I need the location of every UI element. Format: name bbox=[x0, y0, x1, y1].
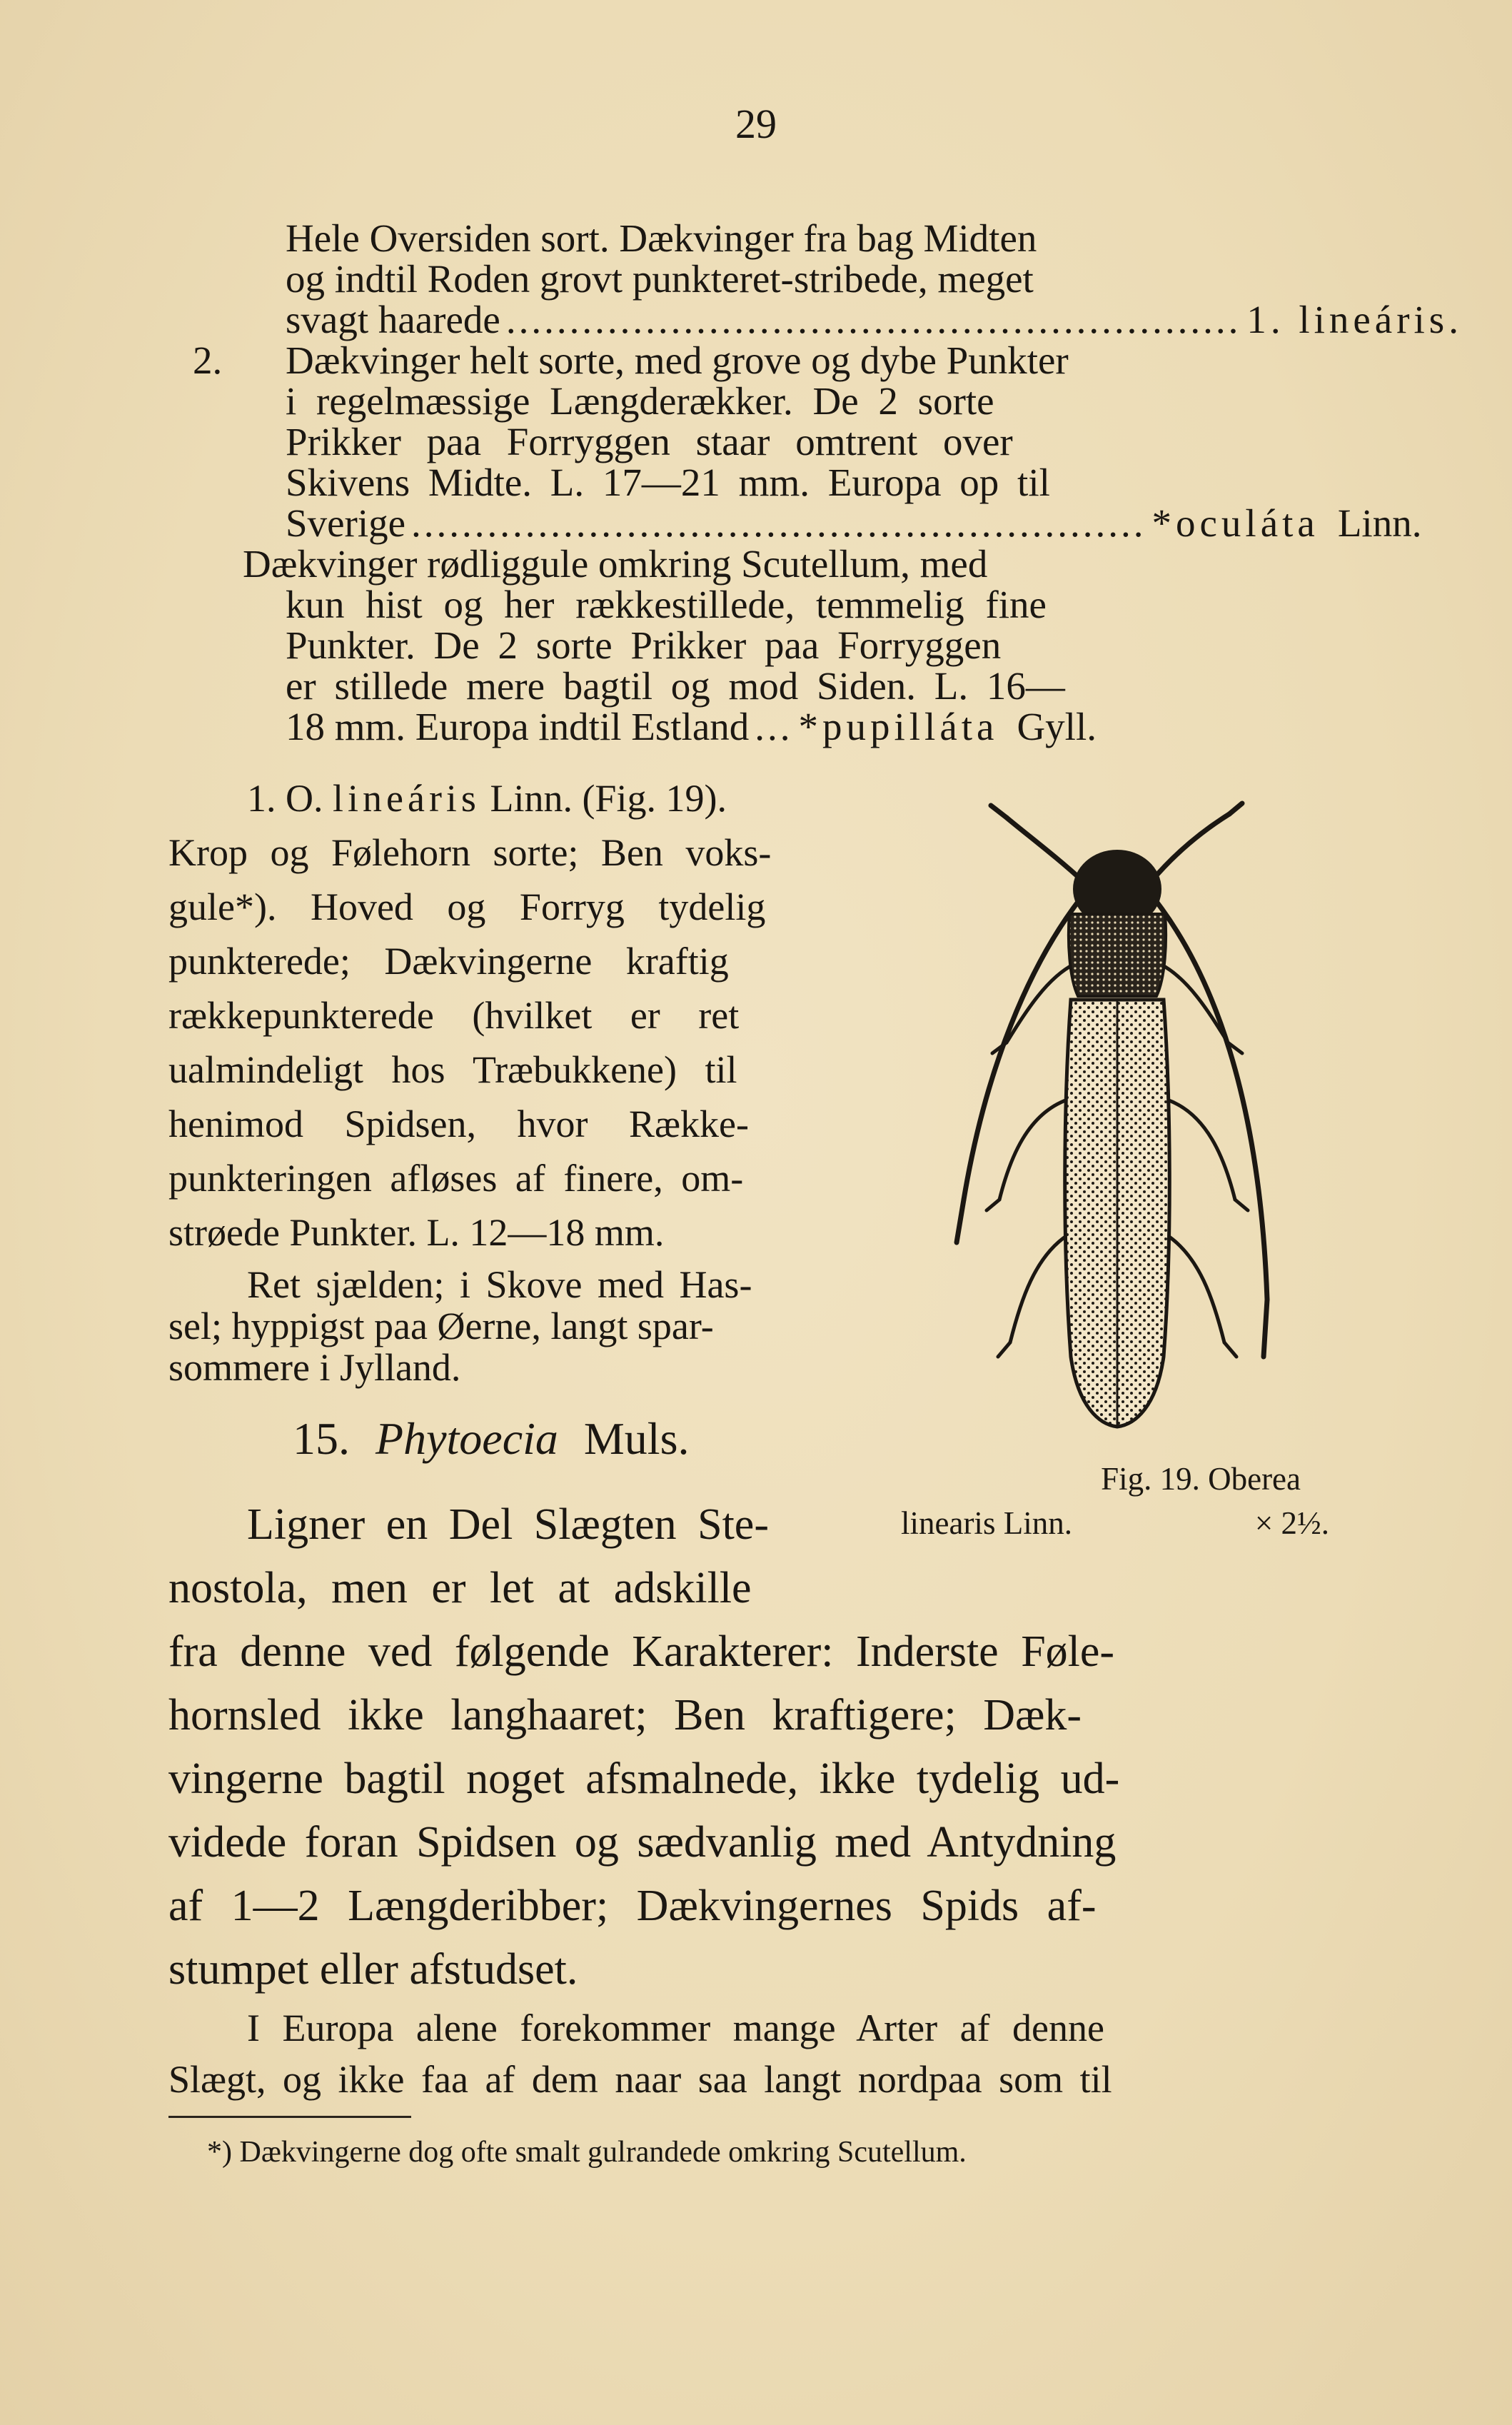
figure-caption: Fig. 19. Oberea linearis Linn. × 2½. bbox=[901, 1461, 1329, 1541]
text-line: nostola, men er let at adskille bbox=[168, 1564, 752, 1612]
text-line: punkteringen afløses af finere, om- bbox=[168, 1157, 744, 1200]
species-name: *oculáta bbox=[1151, 501, 1319, 545]
text-line: vingerne bagtil noget afsmalnede, ikke tydelig ud- bbox=[168, 1754, 1120, 1803]
genus-heading: 15. Phytoecia Muls. bbox=[293, 1413, 690, 1464]
text-line: Krop og Følehorn sorte; Ben voks- bbox=[168, 831, 772, 874]
species-author: Linn. bbox=[1337, 501, 1422, 545]
footnote-rule bbox=[168, 2116, 411, 2118]
key-line: Dækvinger rødliggule omkring Scutellum, med bbox=[243, 542, 988, 586]
species-name: 1. lineáris. bbox=[1246, 298, 1463, 341]
page-number: 29 bbox=[735, 101, 777, 147]
genus-description bbox=[168, 1493, 1314, 2002]
text-line: Ligner en Del Slægten Ste- bbox=[247, 1500, 769, 1549]
text-line: hornsled ikke langhaaret; Ben kraftigere; Dæk- bbox=[168, 1691, 1082, 1739]
key-line: og indtil Roden grovt punkteret-stribede, meget bbox=[286, 257, 1034, 301]
footnote: *) Dækvingerne dog ofte smalt gulrandede omkring Scutellum. bbox=[207, 2136, 967, 2169]
text-line: I Europa alene forekommer mange Arter af denne bbox=[247, 2007, 1104, 2049]
text-line: Slægt, og ikke faa af dem naar saa langt nordpaa som til bbox=[168, 2058, 1112, 2101]
habitat-line: sommere i Jylland. bbox=[168, 1346, 461, 1389]
key-line: Skivens Midte. L. 17—21 mm. Europa op til bbox=[286, 461, 1050, 504]
key-line: Punkter. De 2 sorte Prikker paa Forryggen bbox=[286, 623, 1002, 667]
beetle-illustration-icon bbox=[907, 800, 1328, 1428]
species-name: *pupilláta bbox=[798, 705, 999, 748]
key-line: kun hist og her rækkestillede, temmelig fine bbox=[286, 583, 1047, 626]
text-line: stumpet eller afstudset. bbox=[168, 1945, 578, 1994]
habitat-line: Ret sjælden; i Skove med Has- bbox=[247, 1263, 752, 1306]
leader-dots: .......................................................... bbox=[411, 501, 1146, 545]
key-line: 2. Dækvinger helt sorte, med grove og dybe Punkter bbox=[193, 338, 1069, 382]
species-heading: 1. O. lineáris Linn. (Fig. 19). bbox=[247, 777, 727, 820]
text-line: videde foran Spidsen og sædvanlig med Antydning bbox=[168, 1818, 1117, 1867]
key-line: i regelmæssige Længderækker. De 2 sorte bbox=[286, 379, 994, 423]
leader-dots: .......................................................... bbox=[505, 298, 1241, 341]
key-number: 2. bbox=[193, 338, 223, 382]
key-entry-pupillata: 18 mm. Europa indtil Estland ... *pupilláta Gyll. bbox=[286, 705, 1097, 748]
key-line: er stillede mere bagtil og mod Siden. L. 16— bbox=[286, 664, 1065, 708]
key-entry-oculata: Sverige .......................................................... *oculáta Linn. bbox=[286, 501, 1422, 545]
text-line: af 1—2 Længderibber; Dækvingernes Spids af- bbox=[168, 1882, 1097, 1930]
species-description bbox=[168, 771, 861, 1388]
text-line: ualmindeligt hos Træbukkene) til bbox=[168, 1048, 737, 1091]
text-line: fra denne ved følgende Karakterer: Inderste Føle- bbox=[168, 1627, 1115, 1676]
key-line: Hele Oversiden sort. Dækvinger fra bag Midten bbox=[286, 216, 1037, 260]
text-line: henimod Spidsen, hvor Række- bbox=[168, 1103, 749, 1145]
text-line: rækkepunkterede (hvilket er ret bbox=[168, 994, 740, 1037]
text-line: punkterede; Dækvingerne kraftig bbox=[168, 940, 729, 983]
species-author: Gyll. bbox=[1017, 705, 1097, 748]
key-entry-linearis: svagt haarede .......................................................... 1. lineáris. bbox=[286, 298, 1463, 341]
distribution-text bbox=[168, 2002, 1314, 2105]
species-key bbox=[193, 216, 1463, 748]
text-line: gule*). Hoved og Forryg tydelig bbox=[168, 885, 766, 928]
text-line: strøede Punkter. L. 12—18 mm. bbox=[168, 1211, 665, 1254]
key-line: Prikker paa Forryggen staar omtrent over bbox=[286, 420, 1013, 463]
habitat-line: sel; hyppigst paa Øerne, langt spar- bbox=[168, 1305, 714, 1347]
leader-dots: ... bbox=[755, 705, 793, 748]
